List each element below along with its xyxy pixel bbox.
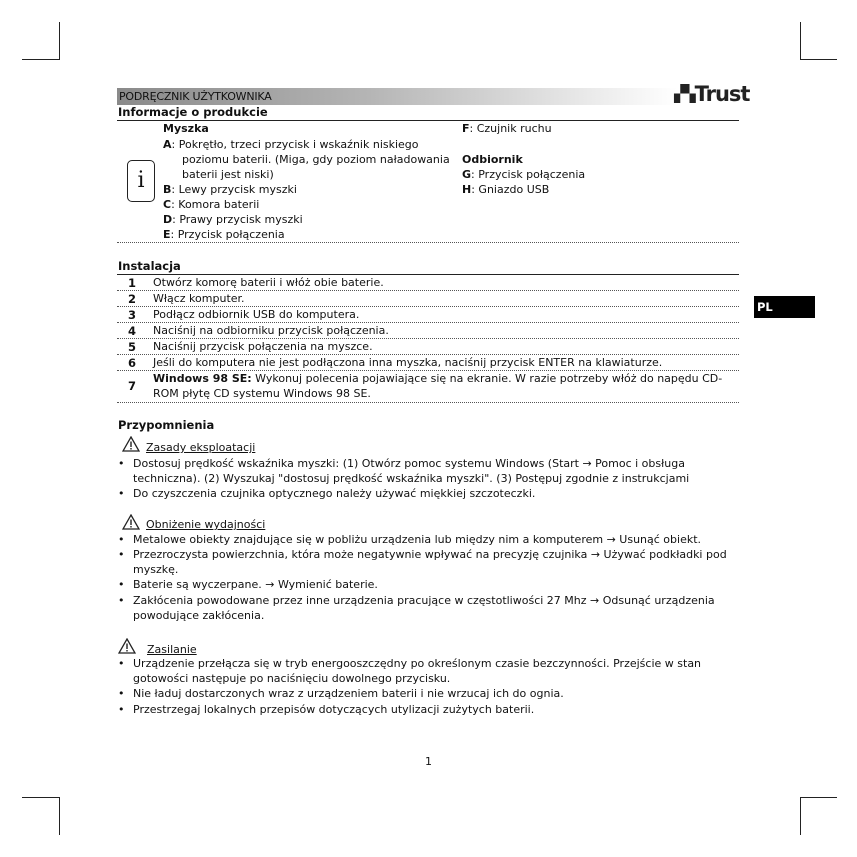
step-text: Podłącz odbiornik USB do komputera. [153, 308, 360, 321]
warning-triangle-icon [122, 514, 140, 530]
step-number: 2 [127, 292, 136, 306]
reminder-text: Nie ładuj dostarczonych wraz z urządzeniem baterii i nie wrzucaj ich do ognia. [133, 687, 564, 700]
manual-title: PODRĘCZNIK UŻYTKOWNIKA [119, 90, 272, 103]
divider [117, 306, 739, 307]
divider [117, 370, 739, 371]
step-text: Naciśnij przycisk połączenia na myszce. [153, 340, 373, 353]
step-number: 1 [127, 276, 136, 290]
crop-mark-br-v [800, 797, 801, 835]
step-text: Windows 98 SE: Wykonuj polecenia pojawiające się na ekranie. W razie potrzeby włóż do napędu CD- [153, 372, 723, 385]
crop-mark-br-h [800, 797, 837, 798]
reminder-text: Do czyszczenia czujnika optycznego należy używać miękkiej szczoteczki. [133, 487, 536, 500]
brand-name: Trust [694, 82, 750, 106]
crop-mark-tr-h [800, 59, 837, 60]
crop-mark-bl-v [59, 797, 60, 835]
product-info-title: Informacje o produkcie [118, 105, 268, 119]
receiver-item-h: H: Gniazdo USB [462, 183, 550, 196]
reminders-title: Przypomnienia [118, 418, 215, 432]
mouse-heading: Myszka [163, 122, 209, 135]
bullet: • [118, 657, 125, 670]
divider [117, 322, 739, 323]
divider [117, 338, 739, 339]
reminder-text: Przezroczysta powierzchnia, która może negatywnie wpływać na precyzję czujnika → Używać podkładki pod [133, 548, 727, 561]
step-text: Włącz komputer. [153, 292, 245, 305]
language-tab: PL [754, 296, 815, 318]
step-number: 5 [127, 340, 136, 354]
step-number: 7 [127, 379, 136, 393]
divider [117, 402, 739, 403]
performance-loss-label: Obniżenie wydajności [146, 518, 266, 531]
crop-mark-bl-h [22, 797, 60, 798]
divider [117, 274, 739, 275]
step-text: Naciśnij na odbiorniku przycisk połączenia. [153, 324, 389, 337]
power-supply-label: Zasilanie [147, 643, 197, 656]
divider [117, 120, 739, 121]
reminder-text: Zakłócenia powodowane przez inne urządzenia pracujące w częstotliwości 27 Mhz → Odsunąć urządzenia [133, 594, 715, 607]
brand-logo [674, 82, 749, 106]
step-number: 4 [127, 324, 136, 338]
reminder-text: Przestrzegaj lokalnych przepisów dotyczących utylizacji zużytych baterii. [133, 703, 535, 716]
reminder-text: myszkę. [133, 563, 179, 576]
mouse-item-c: C: Komora baterii [163, 198, 260, 211]
reminder-text: Baterie są wyczerpane. → Wymienić baterie. [133, 578, 378, 591]
receiver-heading: Odbiornik [462, 153, 523, 166]
mouse-item-f: F: Czujnik ruchu [462, 122, 552, 135]
installation-title: Instalacja [118, 259, 181, 273]
mouse-item-a-cont2: baterii jest niski) [182, 168, 274, 181]
divider [117, 290, 739, 291]
step-number: 6 [127, 356, 136, 370]
step-text: Otwórz komorę baterii i włóż obie baterie. [153, 276, 384, 289]
bullet: • [118, 487, 125, 500]
step-text-cont: ROM płytę CD systemu Windows 98 SE. [153, 387, 371, 400]
step-text: Jeśli do komputera nie jest podłączona inna myszka, naciśnij przycisk ENTER na klawiaturze. [153, 356, 663, 369]
crop-mark-tl-v [59, 22, 60, 60]
usage-rules-label: Zasady eksploatacji [146, 441, 256, 454]
bullet: • [118, 457, 125, 470]
page-number: 1 [425, 755, 432, 768]
divider [117, 242, 739, 243]
bullet: • [118, 578, 125, 591]
warning-triangle-icon [118, 638, 136, 654]
mouse-item-a: A: Pokrętło, trzeci przycisk i wskaźnik niskiego [163, 138, 419, 151]
reminder-text: Urządzenie przełącza się w tryb energooszczędny po określonym czasie bezczynności. Przejście w stan [133, 657, 702, 670]
reminder-text: powodujące zakłócenia. [133, 609, 265, 622]
reminder-text: gotowości następuje po naciśnięciu dowolnego przycisku. [133, 672, 451, 685]
bullet: • [118, 548, 125, 561]
bullet: • [118, 594, 125, 607]
reminder-text: techniczna). (2) Wyszukaj "dostosuj prędkość wskaźnika myszki". (3) Postępuj zgodnie z instrukcjami [133, 472, 690, 485]
step-number: 3 [127, 308, 136, 322]
reminder-text: Dostosuj prędkość wskaźnika myszki: (1) Otwórz pomoc systemu Windows (Start → Pomoc i obsługa [133, 457, 685, 470]
divider [117, 354, 739, 355]
receiver-item-g: G: Przycisk połączenia [462, 168, 586, 181]
crop-mark-tl-h [22, 59, 60, 60]
mouse-item-e: E: Przycisk połączenia [163, 228, 285, 241]
bullet: • [118, 533, 125, 546]
reminder-text: Metalowe obiekty znajdujące się w pobliżu urządzenia lub między nim a komputerem → Usunąć obiekt. [133, 533, 702, 546]
mouse-item-d: D: Prawy przycisk myszki [163, 213, 303, 226]
bullet: • [118, 703, 125, 716]
mouse-item-a-cont: poziomu baterii. (Miga, gdy poziom naładowania [182, 153, 450, 166]
warning-triangle-icon [122, 436, 140, 452]
trust-logo-mark-icon: ▞▚ [674, 84, 693, 103]
info-i-icon: i [127, 160, 155, 202]
mouse-item-b: B: Lewy przycisk myszki [163, 183, 297, 196]
crop-mark-tr-v [800, 22, 801, 60]
bullet: • [118, 687, 125, 700]
